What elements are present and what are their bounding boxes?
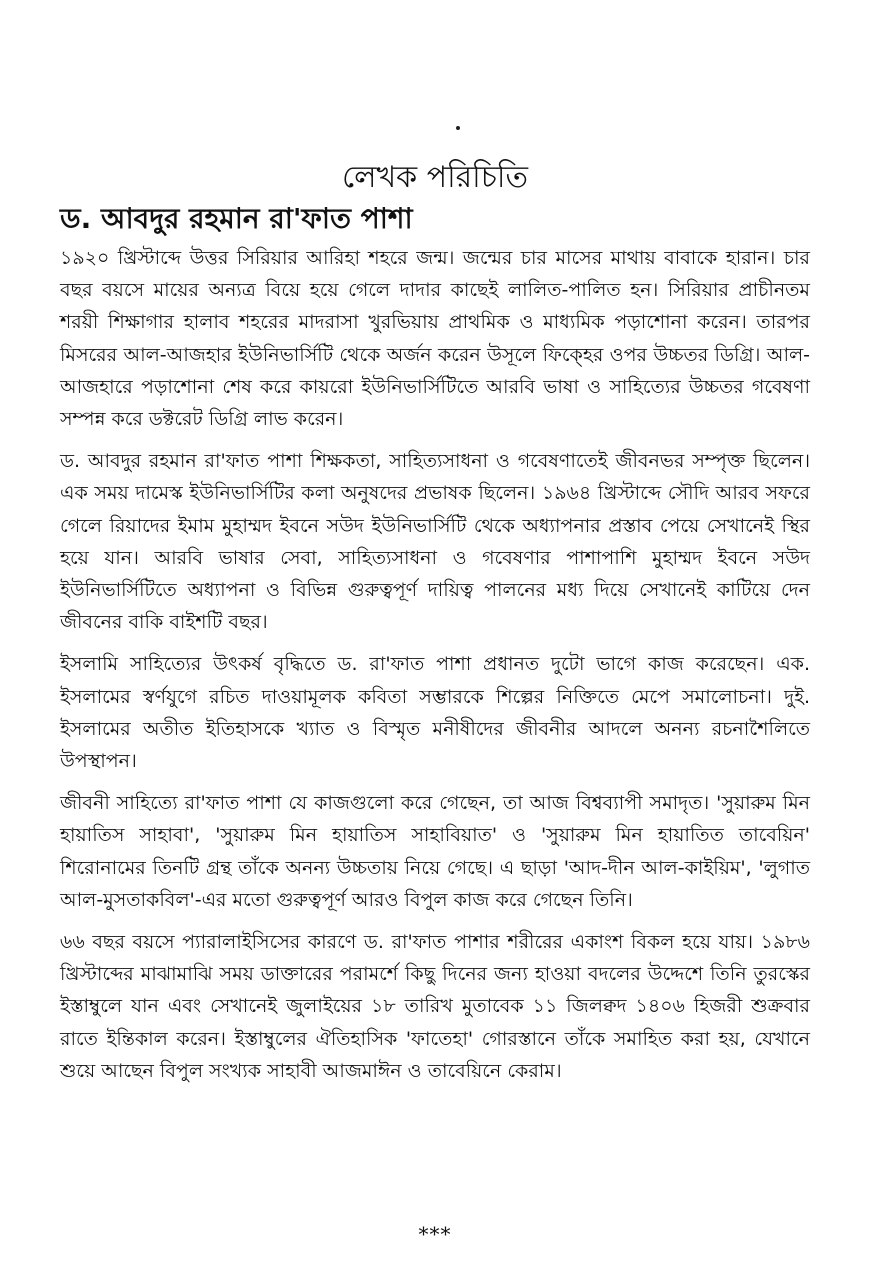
stray-dot — [456, 126, 460, 130]
author-name-heading: ড. আবদুর রহমান রা'ফাত পাশা — [60, 202, 413, 235]
paragraph-career: ড. আবদুর রহমান রা'ফাত পাশা শিক্ষকতা, সাহিত্যসাধনা ও গবেষণাতেই জীবনভর সম্পৃক্ত ছিলেন। এক সময় দামেস্ক ইউনিভার্সিটির কলা অনুষদের প্রভাষক ছিলেন। ১৯৬৪ খ্রিস্টাব্দে সৌদি আরব সফরে গেলে রিয়াদের ইমাম মুহাম্মদ ইবনে সউদ ইউনিভার্সিটি থেকে অধ্যাপনার প্রস্তাব পেয়ে সেখানেই স্থির হয়ে যান। আরবি ভাষার সেবা, সাহিত্যসাধনা ও গবেষণার পাশাপাশি মুহাম্মদ ইবনে সউদ ইউনিভার্সিটিতে অধ্যাপনা ও বিভিন্ন গুরুত্বপূর্ণ দায়িত্ব পালনের মধ্য দিয়ে সেখানেই কাটিয়ে দেন জীবনের বাকি বাইশটি বছর। — [60, 450, 810, 634]
biography-body — [60, 242, 810, 1097]
end-asterisks: *** — [418, 1222, 452, 1246]
section-title: লেখক পরিচিতি — [341, 160, 529, 195]
paragraph-biographies: জীবনী সাহিত্যে রা'ফাত পাশা যে কাজগুলো করে গেছেন, তা আজ বিশ্বব্যাপী সমাদৃত। 'সুয়ারুম মিন হায়াতিস সাহাবা', 'সুয়ারুম মিন হায়াতিস সাহাবিয়াত' ও 'সুয়ারুম মিন হায়াতিত তাবেয়িন' শিরোনামের তিনটি গ্রন্থ তাঁকে অনন্য উচ্চতায় নিয়ে গেছে। এ ছাড়া 'আদ-দীন আল-কাইয়িম', 'লুগাত আল-মুসতাকবিল'-এর মতো গুরুত্বপূর্ণ আরও বিপুল কাজ করে গেছেন তিনি। — [60, 792, 810, 911]
paragraph-birth-education: ১৯২০ খ্রিস্টাব্দে উত্তর সিরিয়ার আরিহা শহরে জন্ম। জন্মের চার মাসের মাথায় বাবাকে হারান। চার বছর বয়সে মায়ের অন্যত্র বিয়ে হয়ে গেলে দাদার কাছেই লালিত-পালিত হন। সিরিয়ার প্রাচীনতম শরয়ী শিক্ষাগার হালাব শহরের মাদরাসা খুরভিয়ায় প্রাথমিক ও মাধ্যমিক পড়াশোনা করেন। তারপর মিসরের আল-আজহার ইউনিভার্সিটি থেকে অর্জন করেন উসূলে ফিক্হের ওপর উচ্চতর ডিগ্রি। আল-আজহারে পড়াশোনা শেষ করে কায়রো ইউনিভার্সিটিতে আরবি ভাষা ও সাহিত্যের উচ্চতর গবেষণা সম্পন্ন করে ডক্টরেট ডিগ্রি লাভ করেন। — [60, 247, 810, 431]
paragraph-literary-work: ইসলামি সাহিত্যের উৎকর্ষ বৃদ্ধিতে ড. রা'ফাত পাশা প্রধানত দুটো ভাগে কাজ করেছেন। এক. ইসলামের স্বর্ণযুগে রচিত দাওয়ামূলক কবিতা সম্ভারকে শিল্পের নিক্তিতে মেপে সমালোচনা। দুই. ইসলামের অতীত ইতিহাসকে খ্যাত ও বিস্মৃত মনীষীদের জীবনীর আদলে অনন্য রচনাশৈলিতে উপস্থাপন। — [60, 653, 810, 773]
paragraph-death: ৬৬ বছর বয়সে প্যারালাইসিসের কারণে ড. রা'ফাত পাশার শরীরের একাংশ বিকল হয়ে যায়। ১৯৮৬ খ্রিস্টাব্দের মাঝামাঝি সময় ডাক্তারের পরামর্শে কিছু দিনের জন্য হাওয়া বদলের উদ্দেশে তিনি তুরস্কের ইস্তাম্বুলে যান এবং সেখানেই জুলাইয়ের ১৮ তারিখ মুতাবেক ১১ জিলক্বদ ১৪০৬ হিজরী শুক্রবার রাতে ইন্তিকাল করেন। ইস্তাম্বুলের ঐতিহাসিক 'ফাতেহা' গোরস্তানে তাঁকে সমাহিত করা হয়, যেখানে শুয়ে আছেন বিপুল সংখ্যক সাহাবী আজমাঈন ও তাবেয়িনে কেরাম। — [60, 931, 810, 1082]
